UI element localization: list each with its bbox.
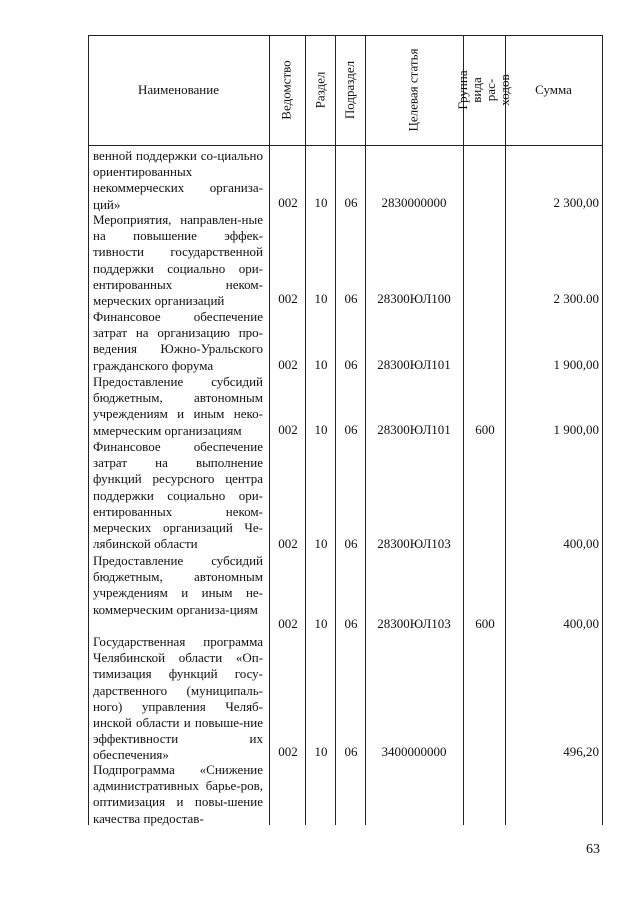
- row-vedomstvo: 002: [278, 744, 298, 759]
- row-podrazdel: 06: [344, 357, 358, 372]
- row-celevaya: 28300ЮЛ100: [377, 291, 451, 306]
- page-number: 63: [586, 842, 600, 857]
- row-vedomstvo: 002: [278, 536, 298, 551]
- row-vedomstvo: 002: [278, 357, 298, 372]
- header-podrazdel: Подраздел: [342, 60, 358, 120]
- row-summa: 2 300,00: [553, 195, 599, 210]
- budget-table: [88, 35, 603, 825]
- row-vedomstvo: 002: [278, 422, 298, 437]
- row-podrazdel: 06: [344, 744, 358, 759]
- row-razdel: 10: [314, 195, 328, 210]
- row-razdel: 10: [314, 357, 328, 372]
- row-summa: 400,00: [563, 536, 599, 551]
- row-summa: 2 300.00: [553, 291, 599, 306]
- header-podrazdel-cell: [335, 35, 365, 145]
- row-summa: 400,00: [563, 616, 599, 631]
- row-celevaya: 2830000000: [381, 195, 447, 210]
- row-summa: 1 900,00: [553, 357, 599, 372]
- header-bottom-border: [88, 145, 603, 146]
- row-razdel: 10: [314, 616, 328, 631]
- header-gruppa-cell: [455, 35, 512, 145]
- column-divider: [269, 35, 270, 825]
- row-podrazdel: 06: [344, 291, 358, 306]
- row-razdel: 10: [314, 744, 328, 759]
- row-celevaya: 28300ЮЛ103: [377, 616, 451, 631]
- header-gruppa: Группа вида рас-ходов: [455, 70, 512, 110]
- table-right-border: [602, 35, 603, 825]
- row-celevaya: 28300ЮЛ103: [377, 536, 451, 551]
- row-name: Мероприятия, направлен-ные на повышение эффек-тивности государственной поддержки социально ори-ентированных неком-мерческих организаций: [93, 212, 263, 309]
- row-podrazdel: 06: [344, 616, 358, 631]
- header-razdel-cell: [305, 35, 335, 145]
- header-name: Наименование: [138, 82, 219, 97]
- row-celevaya: 28300ЮЛ101: [377, 357, 451, 372]
- header-summa: Сумма: [535, 82, 572, 97]
- row-vedomstvo: 002: [278, 195, 298, 210]
- table-left-border: [88, 35, 89, 825]
- row-celevaya: 28300ЮЛ101: [377, 422, 451, 437]
- header-summa-cell: [505, 35, 602, 145]
- row-name: Финансовое обеспечение затрат на выполнение функций ресурсного центра поддержки социально ори-ентированных неком-мерческих организаций Че-лябинской области: [93, 439, 263, 552]
- header-razdel: Раздел: [312, 71, 327, 109]
- row-celevaya: 3400000000: [381, 744, 447, 759]
- row-name: Финансовое обеспечение затрат на организацию про-ведения Южно-Уральского гражданского форума: [93, 309, 263, 373]
- row-gruppa: 600: [475, 422, 495, 437]
- row-name: Подпрограмма «Снижение административных барье-ров, оптимизация и повы-шение качества предостав-: [93, 762, 263, 826]
- row-podrazdel: 06: [344, 195, 358, 210]
- column-divider: [305, 35, 306, 825]
- row-podrazdel: 06: [344, 536, 358, 551]
- header-celevaya-cell: [365, 35, 463, 145]
- row-summa: 496,20: [563, 744, 599, 759]
- row-summa: 1 900,00: [553, 422, 599, 437]
- header-vedomstvo-cell: [269, 35, 305, 145]
- row-name: Предоставление субсидий бюджетным, автономным учреждениям и иным не-коммерческим организа-циям: [93, 553, 263, 617]
- row-gruppa: 600: [475, 616, 495, 631]
- header-vedomstvo: Ведомство: [279, 60, 294, 120]
- header-name-cell: [88, 35, 269, 145]
- row-podrazdel: 06: [344, 422, 358, 437]
- row-name: Государственная программа Челябинской области «Оп-тимизация функций госу-дарственного (муниципаль-ного) управления Челяб-инской области и повыше-ние эффективности их обеспечения»: [93, 634, 263, 763]
- row-razdel: 10: [314, 291, 328, 306]
- column-divider: [463, 35, 464, 825]
- row-vedomstvo: 002: [278, 291, 298, 306]
- row-razdel: 10: [314, 422, 328, 437]
- header-celevaya: Целевая статья: [405, 48, 421, 132]
- row-razdel: 10: [314, 536, 328, 551]
- column-divider: [505, 35, 506, 825]
- row-name: венной поддержки со-циально ориентированных некоммерческих организа-ций»: [93, 148, 263, 212]
- row-vedomstvo: 002: [278, 616, 298, 631]
- column-divider: [335, 35, 336, 825]
- row-name: Предоставление субсидий бюджетным, автономным учреждениям и иным неко-ммерческим организациям: [93, 374, 263, 438]
